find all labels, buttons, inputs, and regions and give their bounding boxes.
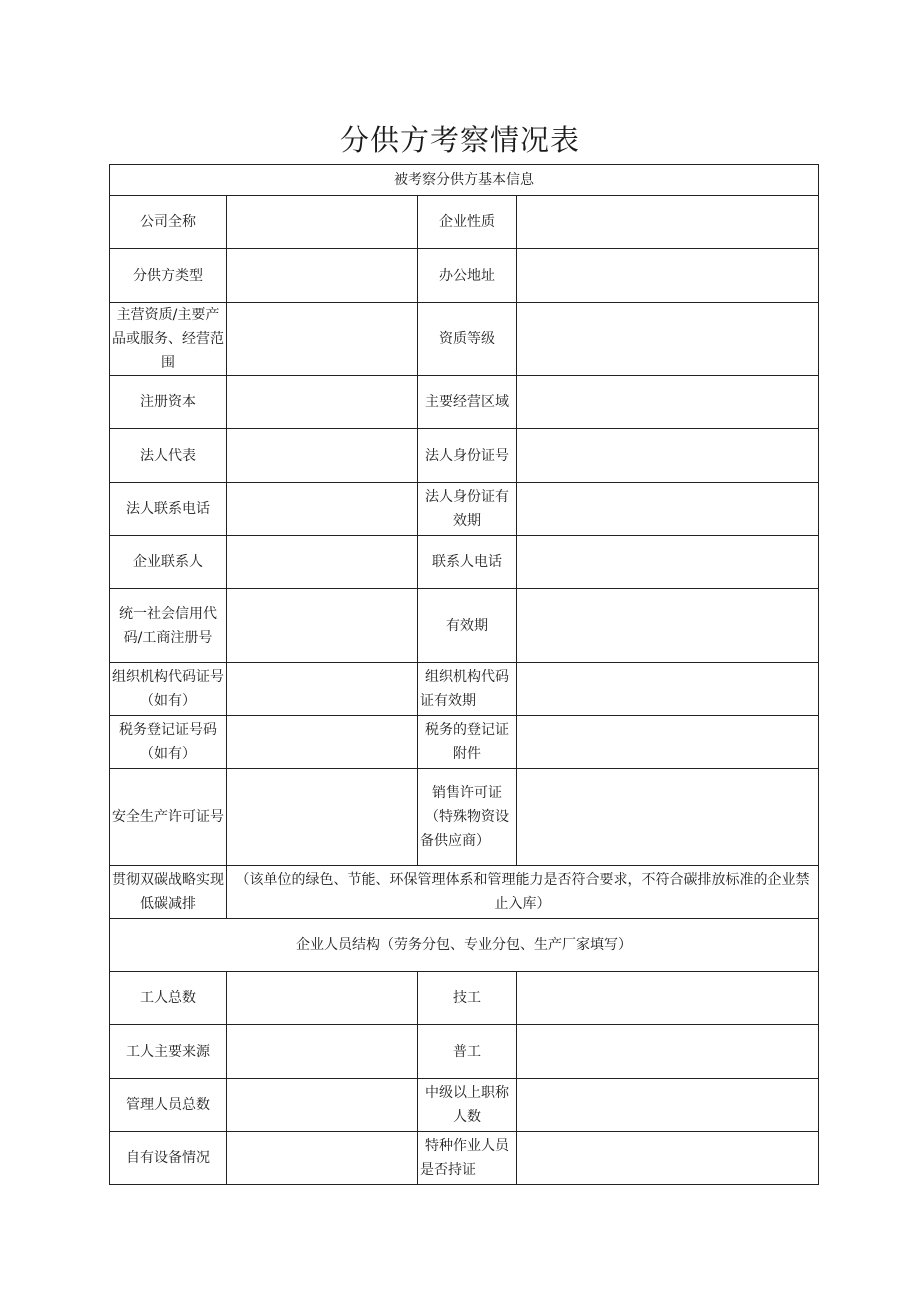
input-total-workers[interactable] <box>227 972 418 1025</box>
input-registered-capital[interactable] <box>227 376 418 429</box>
table-row <box>110 536 819 589</box>
input-credit-code[interactable] <box>227 589 418 663</box>
input-main-qualification[interactable] <box>227 303 418 376</box>
input-senior-titles[interactable] <box>517 1079 819 1132</box>
input-worker-source[interactable] <box>227 1025 418 1079</box>
label-carbon-strategy: 贯彻双碳战略实现低碳减排 <box>110 866 227 919</box>
input-contact-person[interactable] <box>227 536 418 589</box>
input-skilled-workers[interactable] <box>517 972 819 1025</box>
table-row <box>110 303 819 376</box>
label-general-workers: 普工 <box>418 1025 517 1079</box>
input-legal-id-validity[interactable] <box>517 483 819 536</box>
carbon-note: （该单位的绿色、节能、环保管理体系和管理能力是否符合要求，不符合碳排放标准的企业禁止入库） <box>227 866 819 919</box>
input-tax-registration[interactable] <box>227 716 418 769</box>
label-worker-source: 工人主要来源 <box>110 1025 227 1079</box>
label-main-business-area: 主要经营区域 <box>418 376 517 429</box>
table-row <box>110 376 819 429</box>
input-legal-representative[interactable] <box>227 429 418 483</box>
table-row <box>110 196 819 249</box>
table-row <box>110 769 819 866</box>
input-safety-license[interactable] <box>227 769 418 866</box>
input-qualification-grade[interactable] <box>517 303 819 376</box>
label-registered-capital: 注册资本 <box>110 376 227 429</box>
section-title-staff-structure: 企业人员结构（劳务分包、专业分包、生产厂家填写） <box>110 919 819 972</box>
input-company-name[interactable] <box>227 196 418 249</box>
input-special-operators[interactable] <box>517 1132 819 1185</box>
input-contact-phone[interactable] <box>517 536 819 589</box>
label-validity: 有效期 <box>418 589 517 663</box>
table-row <box>110 716 819 769</box>
label-org-code-validity: 组织机构代码证有效期 <box>418 663 517 716</box>
input-general-workers[interactable] <box>517 1025 819 1079</box>
label-org-code: 组织机构代码证号（如有） <box>110 663 227 716</box>
table-row <box>110 589 819 663</box>
input-legal-phone[interactable] <box>227 483 418 536</box>
input-supplier-type[interactable] <box>227 249 418 303</box>
table-row <box>110 429 819 483</box>
table-row <box>110 663 819 716</box>
input-org-code-validity[interactable] <box>517 663 819 716</box>
label-tax-attachment: 税务的登记证附件 <box>418 716 517 769</box>
input-own-equipment[interactable] <box>227 1132 418 1185</box>
input-sales-license[interactable] <box>517 769 819 866</box>
label-office-address: 办公地址 <box>418 249 517 303</box>
label-sales-license: 销售许可证（特殊物资设备供应商） <box>418 769 517 866</box>
label-contact-phone: 联系人电话 <box>418 536 517 589</box>
section-header-row <box>110 165 819 196</box>
page-title: 分供方考察情况表 <box>339 123 580 157</box>
table-row <box>110 1079 819 1132</box>
table-row <box>110 866 819 919</box>
label-main-qualification: 主营资质/主要产品或服务、经营范围 <box>110 303 227 376</box>
label-own-equipment: 自有设备情况 <box>110 1132 227 1185</box>
label-legal-phone: 法人联系电话 <box>110 483 227 536</box>
supplier-inspection-table <box>109 164 819 1185</box>
input-office-address[interactable] <box>517 249 819 303</box>
input-legal-id-number[interactable] <box>517 429 819 483</box>
label-qualification-grade: 资质等级 <box>418 303 517 376</box>
label-special-operators: 特种作业人员是否持证 <box>418 1132 517 1185</box>
label-company-name: 公司全称 <box>110 196 227 249</box>
label-total-managers: 管理人员总数 <box>110 1079 227 1132</box>
section-header-row <box>110 919 819 972</box>
input-org-code[interactable] <box>227 663 418 716</box>
table-row <box>110 1025 819 1079</box>
label-tax-registration: 税务登记证号码（如有） <box>110 716 227 769</box>
table-row <box>110 483 819 536</box>
section-title-basic-info: 被考察分供方基本信息 <box>110 165 819 196</box>
label-supplier-type: 分供方类型 <box>110 249 227 303</box>
input-main-business-area[interactable] <box>517 376 819 429</box>
table-row <box>110 249 819 303</box>
input-total-managers[interactable] <box>227 1079 418 1132</box>
label-legal-id-validity: 法人身份证有效期 <box>418 483 517 536</box>
label-total-workers: 工人总数 <box>110 972 227 1025</box>
label-legal-representative: 法人代表 <box>110 429 227 483</box>
label-contact-person: 企业联系人 <box>110 536 227 589</box>
table-row <box>110 972 819 1025</box>
label-enterprise-nature: 企业性质 <box>418 196 517 249</box>
label-credit-code: 统一社会信用代码/工商注册号 <box>110 589 227 663</box>
input-validity[interactable] <box>517 589 819 663</box>
label-safety-license: 安全生产许可证号 <box>110 769 227 866</box>
input-enterprise-nature[interactable] <box>517 196 819 249</box>
table-row <box>110 1132 819 1185</box>
input-tax-attachment[interactable] <box>517 716 819 769</box>
label-senior-titles: 中级以上职称人数 <box>418 1079 517 1132</box>
label-skilled-workers: 技工 <box>418 972 517 1025</box>
label-legal-id-number: 法人身份证号 <box>418 429 517 483</box>
